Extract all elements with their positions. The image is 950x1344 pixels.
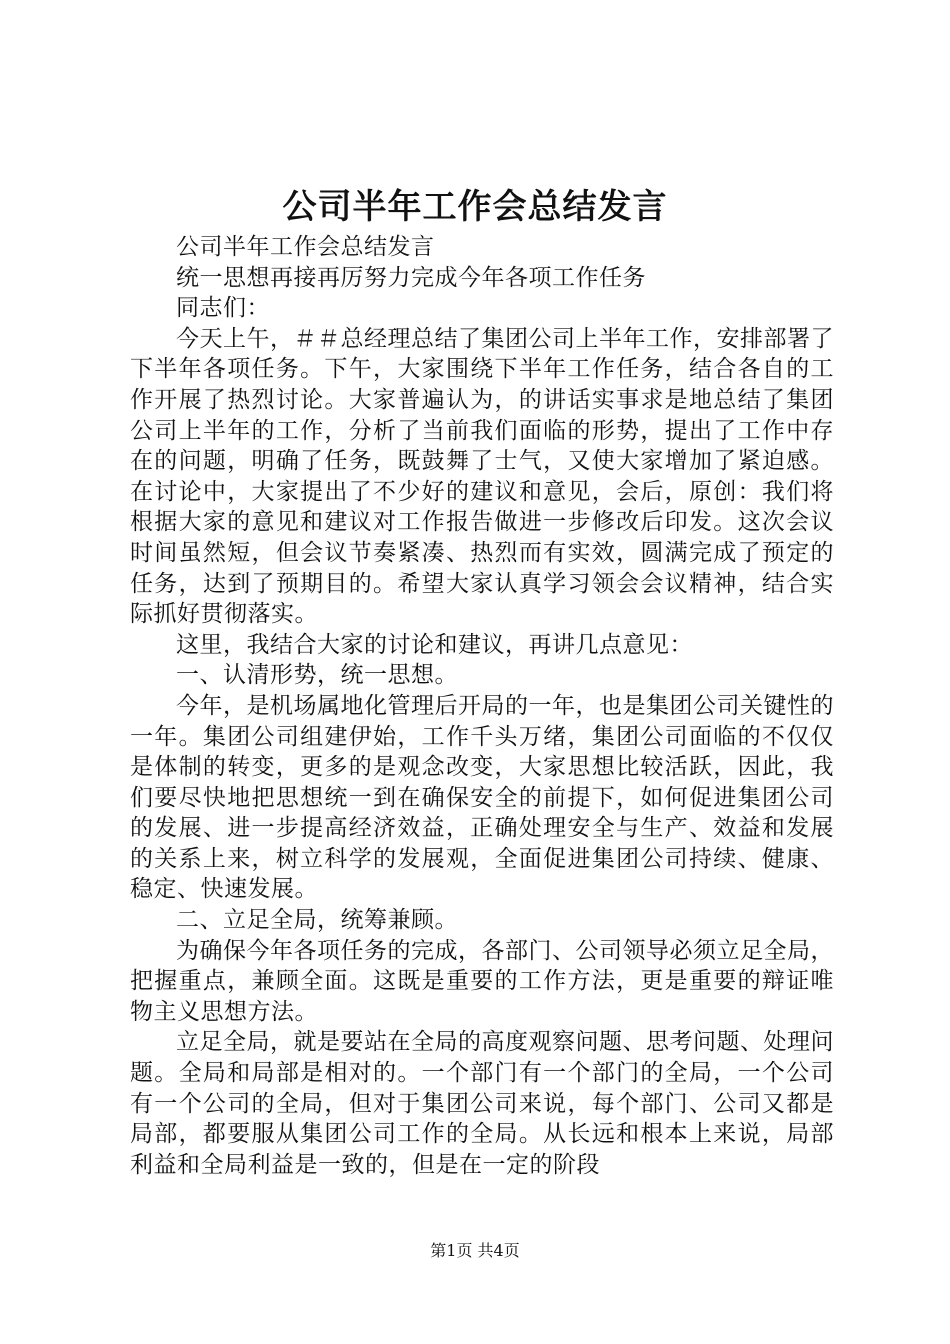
body-paragraph: 今天上午，＃＃总经理总结了集团公司上半年工作，安排部署了下半年各项任务。下午，大家围绕下半年工作任务，结合各自的工作开展了热烈讨论。大家普遍认为，的讲话实事求是地总结了集团公司上半年的工作，分析了当前我们面临的形势，提出了工作中存在的问题，明确了任务，既鼓舞了士气，又使大家增加了紧迫感。在讨论中，大家提出了不少好的建议和意见，会后，原创：我们将根据大家的意见和建议对工作报告做进一步修改后印发。这次会议时间虽然短，但会议节奏紧凑、热烈而有实效，圆满完成了预定的任务，达到了预期目的。希望大家认真学习领会会议精神，结合实际抓好贯彻落实。 [130, 325, 834, 628]
document-body [130, 232, 834, 1180]
body-paragraph: 这里，我结合大家的讨论和建议，再讲几点意见： [176, 631, 693, 658]
page-footer: 第1页 共4页 [430, 1241, 520, 1260]
body-paragraph: 公司半年工作会总结发言 [176, 234, 435, 260]
body-paragraph: 今年，是机场属地化管理后开局的一年，也是集团公司关键性的一年。集团公司组建伊始，工作千头万绪，集团公司面临的不仅仅是体制的转变，更多的是观念改变，大家思想比较活跃，因此，我们要尽快地把思想统一到在确保安全的前提下，如何促进集团公司的发展、进一步提高经济效益，正确处理安全与生产、效益和发展的关系上来，树立科学的发展观，全面促进集团公司持续、健康、稳定、快速发展。 [130, 692, 834, 903]
section-heading: 一、认清形势，统一思想。 [176, 662, 458, 689]
document-title: 公司半年工作会总结发言 [282, 187, 668, 227]
body-paragraph: 立足全局，就是要站在全局的高度观察问题、思考问题、处理问题。全局和局部是相对的。一个部门有一个部门的全局，一个公司有一个公司的全局，但对于集团公司来说，每个部门、公司又都是局部，都要服从集团公司工作的全局。从长远和根本上来说，局部利益和全局利益是一致的，但是在一定的阶段 [130, 1029, 834, 1178]
body-paragraph: 统一思想再接再厉努力完成今年各项工作任务 [176, 264, 646, 291]
section-heading: 二、立足全局，统筹兼顾。 [176, 907, 458, 934]
salutation: 同志们： [176, 295, 270, 322]
body-paragraph: 为确保今年各项任务的完成，各部门、公司领导必须立足全局，把握重点，兼顾全面。这既是重要的工作方法，更是重要的辩证唯物主义思想方法。 [130, 937, 834, 1025]
